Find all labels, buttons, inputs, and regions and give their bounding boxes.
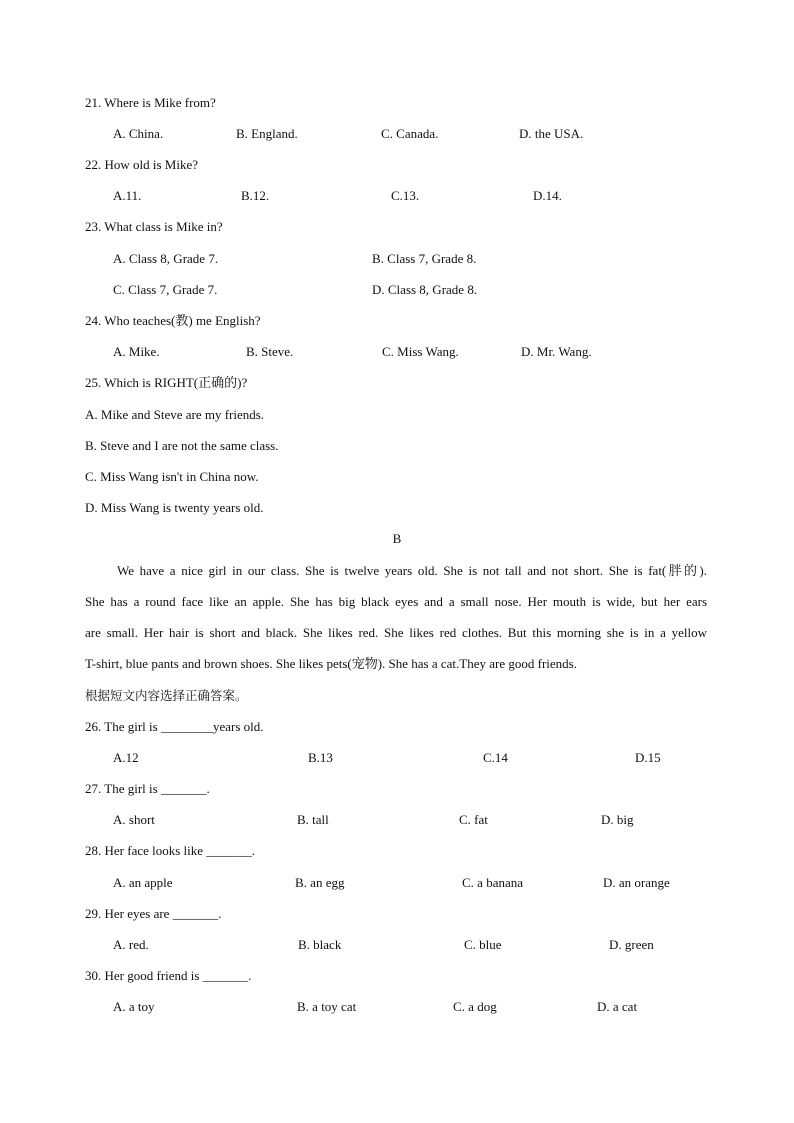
answer-option: A. Mike. — [113, 344, 160, 359]
answer-option: B. Steve and I are not the same class. — [85, 438, 279, 453]
answer-option: B. an egg — [295, 875, 345, 890]
answer-option: C. Miss Wang. — [382, 344, 459, 359]
answer-option: A. a toy — [113, 999, 155, 1014]
answer-option: C. fat — [459, 812, 488, 827]
answer-option: D. the USA. — [519, 126, 584, 141]
answer-option: A. China. — [113, 126, 164, 141]
passage-line: are small. Her hair is short and black. She likes red. She likes red clothes. But this morning she is in a yellow — [85, 625, 707, 640]
answer-option: D. Miss Wang is twenty years old. — [85, 500, 264, 515]
answer-option: B. tall — [297, 812, 329, 827]
question-stem: 22. How old is Mike? — [85, 157, 199, 172]
question-stem: 23. What class is Mike in? — [85, 219, 223, 234]
answer-option: C. a banana — [462, 875, 524, 890]
answer-option: D.15 — [635, 750, 661, 765]
question-stem: 24. Who teaches(教) me English? — [85, 313, 261, 328]
answer-option: D. green — [609, 937, 654, 952]
answer-option: B. Class 7, Grade 8. — [372, 251, 477, 266]
answer-option: C. Class 7, Grade 7. — [113, 282, 218, 297]
answer-option: D. big — [601, 812, 634, 827]
answer-option: A. an apple — [113, 875, 173, 890]
answer-option: A.12 — [113, 750, 139, 765]
question-stem: 30. Her good friend is _______. — [85, 968, 252, 983]
answer-option: B.13 — [308, 750, 333, 765]
answer-option: B. England. — [236, 126, 298, 141]
answer-option: B.12. — [241, 188, 270, 203]
answer-option: A. short — [113, 812, 155, 827]
answer-option: C.14 — [483, 750, 508, 765]
answer-option: B. black — [298, 937, 342, 952]
answer-option: C.13. — [391, 188, 420, 203]
section-heading: B — [392, 531, 402, 546]
question-stem: 27. The girl is _______. — [85, 781, 210, 796]
answer-option: D. a cat — [597, 999, 638, 1014]
answer-option: D. Class 8, Grade 8. — [372, 282, 478, 297]
answer-option: B. a toy cat — [297, 999, 357, 1014]
answer-option: A. Class 8, Grade 7. — [113, 251, 219, 266]
answer-option: A.11. — [113, 188, 142, 203]
answer-option: A. Mike and Steve are my friends. — [85, 407, 265, 422]
answer-option: D. an orange — [603, 875, 670, 890]
answer-option: D.14. — [533, 188, 562, 203]
answer-option: C. a dog — [453, 999, 497, 1014]
answer-option: C. Canada. — [381, 126, 439, 141]
answer-option: C. Miss Wang isn't in China now. — [85, 469, 259, 484]
question-stem: 21. Where is Mike from? — [85, 95, 216, 110]
passage-line: T-shirt, blue pants and brown shoes. She likes pets(宠物). She has a cat.They are good friends. — [85, 656, 577, 671]
instruction-text: 根据短文内容选择正确答案。 — [85, 688, 248, 703]
passage-line: She has a round face like an apple. She has big black eyes and a small nose. Her mouth is wide, but her ears — [85, 594, 707, 609]
answer-option: A. red. — [113, 937, 149, 952]
answer-option: C. blue — [464, 937, 502, 952]
question-stem: 26. The girl is ________years old. — [85, 719, 264, 734]
question-stem: 28. Her face looks like _______. — [85, 843, 256, 858]
answer-option: B. Steve. — [246, 344, 294, 359]
question-stem: 29. Her eyes are _______. — [85, 906, 222, 921]
question-stem: 25. Which is RIGHT(正确的)? — [85, 375, 248, 390]
passage-line: We have a nice girl in our class. She is twelve years old. She is not tall and not short. She is fat(胖的). — [117, 563, 707, 578]
answer-option: D. Mr. Wang. — [521, 344, 592, 359]
